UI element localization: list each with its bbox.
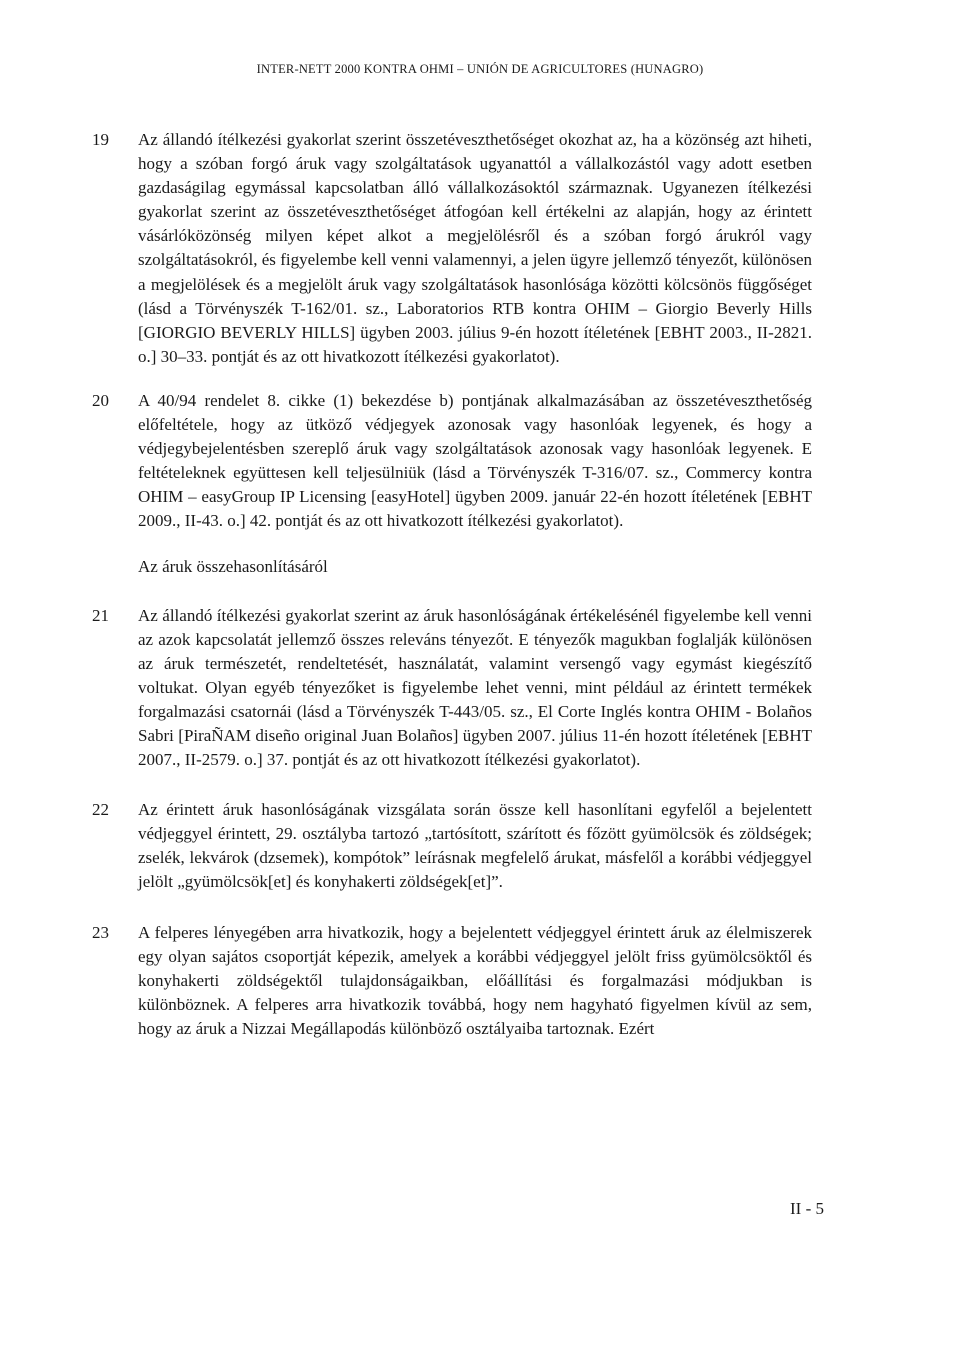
paragraph-19 [92,128,812,369]
paragraph-21 [92,604,812,773]
paragraph-text: A 40/94 rendelet 8. cikke (1) bekezdése b) pontjának alkalmazásában az összetéveszthetőség előfeltétele, hogy az ütköző védjegyek azonosak vagy hasonlóak legyenek, és hogy a védjegybejelentésben szereplő áruk vagy szolgáltatások azonosak vagy hasonlóak legyenek. E feltételeknek együttesen kell teljesülniük (lásd a Törvényszék T-316/07. sz., Commercy kontra OHIM – easyGroup IP Licensing [easyHotel] ügyben 2009. január 22-én hozott ítéletének [EBHT 2009., II-43. o.] 42. pontját és az ott hivatkozott ítélkezési gyakorlatot). [138,390,812,531]
section-subheading: Az áruk összehasonlításáról [138,556,328,576]
paragraph-20 [92,389,812,534]
paragraph-22 [92,798,812,894]
page-number: II - 5 [790,1199,824,1218]
paragraph-text: Az érintett áruk hasonlóságának vizsgálata során össze kell hasonlítani egyfelől a bejelentett védjeggyel érintett, 29. osztályba tartozó „tartósított, szárított és főzött gyümölcsök és zöldségek; zselék, lekvárok (dzsemek), kompótok” leírásnak megfelelő árukat, másfelől a korábbi védjeggyel jelölt „gyümölcsök[et] és konyhakerti zöldségek[et]”. [138,800,812,892]
running-header: INTER-NETT 2000 KONTRA OHMI – UNIÓN DE AGRICULTORES (HUNAGRO) [256,62,704,76]
paragraph-23 [92,921,812,1041]
paragraph-text: Az állandó ítélkezési gyakorlat szerint összetéveszthetőséget okozhat az, ha a közönség azt hiheti, hogy a szóban forgó áruk vagy szolgáltatások ugyanattól a vállalkozástól vagy adott esetben gazdaságilag egymással kapcsolatban álló vállalkozásoktól származnak. Ugyanezen ítélkezési gyakorlat szerint az összetéveszthetőséget átfogóan kell értékelni az alapján, hogy az érintett vásárlóközönség milyen képet alkot a megjelölésről és a szóban forgó árukról vagy szolgáltatásokról, és figyelembe kell venni valamennyi, a jelen ügyre jellemző tényezőt, különösen a megjelölések és a megjelölt áruk vagy szolgáltatások hasonlósága közötti kölcsönös függőséget (lásd a Törvényszék T-162/01. sz., Laboratorios RTB kontra OHIM – Giorgio Beverly Hills [GIORGIO BEVERLY HILLS] ügyben 2003. július 9-én hozott ítéletének [EBHT 2003., II-2821. o.] 30–33. pontját és az ott hivatkozott ítélkezési gyakorlatot). [138,130,812,366]
paragraph-number: 23 [92,922,109,942]
paragraph-number: 19 [92,130,109,149]
paragraph-text: A felperes lényegében arra hivatkozik, hogy a bejelentett védjeggyel érintett áruk az élelmiszerek egy olyan sajátos csoportját képezik, amelyek a korábbi védjeggyel jelölt friss gyümölcsöktől és konyhakerti zöldségektől tulajdonságaikban, előállítási és forgalmazási módjukban is különböznek. A felperes arra hivatkozik továbbá, hogy nem hagyható figyelmen kívül az sem, hogy az áruk a Nizzai Megállapodás különböző osztályaiba tartoznak. Ezért [138,922,812,1038]
document-body [92,128,812,1041]
paragraph-number: 20 [92,390,109,410]
paragraph-text: Az állandó ítélkezési gyakorlat szerint az áruk hasonlóságának értékelésénél figyelembe kell venni az azok kapcsolatát jellemző összes releváns tényezőt. E tényezők magukban foglalják különösen az áruk természetét, rendeltetését, használatát, valamint versengő vagy egymást kiegészítő voltukat. Olyan egyéb tényezőket is figyelembe lehet venni, mint például az érintett termékek forgalmazási csatornái (lásd a Törvényszék T-443/05. sz., El Corte Inglés kontra OHIM - Bolaños Sabri [PiraÑAM diseño original Juan Bolaños] ügyben 2007. július 11-én hozott ítéletének [EBHT 2007., II-2579. o.] 37. pontját és az ott hivatkozott ítélkezési gyakorlatot). [138,605,812,770]
paragraph-number: 22 [92,800,109,820]
paragraph-number: 21 [92,605,109,625]
